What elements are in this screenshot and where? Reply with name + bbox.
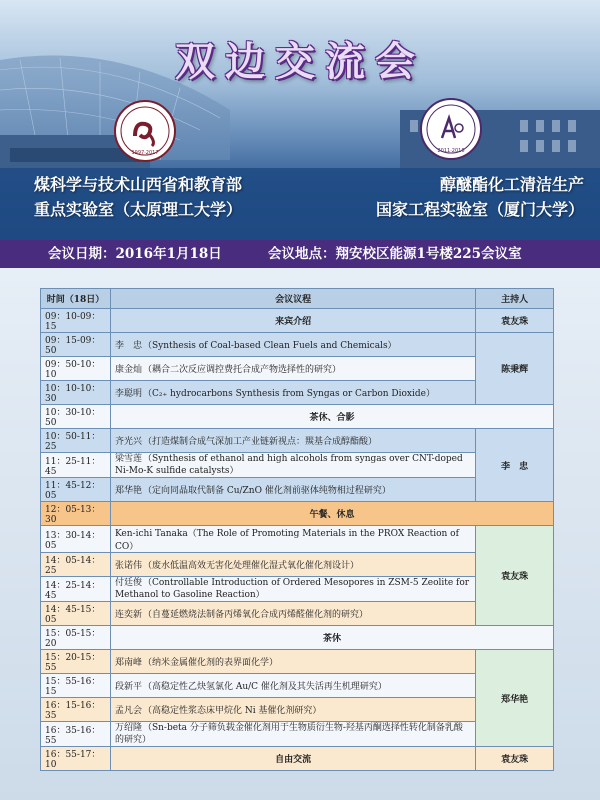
row-speaker: 付廷俊	[114, 578, 142, 588]
xiamen-lab-line2: 国家工程实验室（厦门大学）	[375, 200, 584, 219]
row-speaker: 郑华艳	[114, 486, 142, 496]
row-topic-cell	[110, 526, 475, 553]
row-time: 14：05-14：25	[41, 553, 111, 577]
row-speaker: Ken-ichi Tanaka	[114, 529, 188, 539]
row-host: 袁友珠	[476, 747, 554, 771]
row-topic: 茶休	[110, 626, 553, 650]
row-time: 15：20-15：55	[41, 650, 111, 674]
row-topic-cell	[110, 333, 475, 357]
row-speaker: 李聪明	[114, 389, 142, 399]
row-time: 14：45-15：05	[41, 602, 111, 626]
row-host: 陈秉辉	[476, 333, 554, 405]
taiyuan-lab-line2: 重点实验室（太原理工大学）	[34, 200, 243, 219]
row-time: 16：55-17：10	[41, 747, 111, 771]
table-row	[41, 626, 554, 650]
row-speaker: 齐光兴	[114, 437, 142, 447]
row-topic: （定向同晶取代制备 Cu/ZnO 催化剂前驱体纯物相过程研究）	[142, 486, 391, 496]
row-time: 16：35-16：55	[41, 722, 111, 747]
row-topic-cell	[110, 357, 475, 381]
row-topic: 茶休、合影	[110, 405, 553, 429]
table-header-row	[41, 289, 554, 309]
xiamen-lab-line1: 醇醚酯化工清洁生产	[439, 175, 584, 194]
row-topic: （Synthesis of Coal-based Clean Fuels and Chemicals）	[142, 341, 397, 351]
logo-left-years: 1997·2017	[131, 150, 159, 156]
row-time: 11：25-11：45	[41, 453, 111, 478]
row-topic: 午餐、休息	[110, 502, 553, 526]
xiamen-lab-name	[372, 172, 584, 222]
row-topic: （高稳定性浆态床甲烷化 Ni 基催化剂研究）	[142, 706, 322, 716]
row-speaker: 连奕新	[114, 610, 142, 620]
row-topic: （Sn-beta 分子筛负载金催化剂用于生物质衍生物-羟基丙酮选择性转化制备乳酸的研究）	[114, 723, 463, 745]
row-topic: 来宾介绍	[110, 309, 475, 333]
row-time: 14：25-14：45	[41, 577, 111, 602]
row-topic: （耦合二次反应调控费托合成产物选择性的研究）	[142, 365, 341, 375]
row-topic-cell	[110, 722, 475, 747]
table-row	[41, 405, 554, 429]
row-topic-cell	[110, 478, 475, 502]
row-time: 09：10-09：15	[41, 309, 111, 333]
meeting-location: 会议地点：翔安校区能源1号楼225会议室	[268, 246, 522, 262]
table-row	[41, 650, 554, 674]
taiyuan-lab-name	[34, 172, 242, 222]
row-time: 12：05-13：30	[41, 502, 111, 526]
table-row	[41, 747, 554, 771]
table-row	[41, 526, 554, 553]
row-speaker: 孟凡会	[114, 706, 142, 716]
row-host: 郑华艳	[476, 650, 554, 747]
schedule-table	[40, 288, 554, 771]
row-speaker: 段新平	[114, 682, 142, 692]
row-speaker: 康金灿	[114, 365, 142, 375]
row-host: 袁友珠	[476, 526, 554, 626]
row-topic: （Controllable Introduction of Ordered Mesopores in ZSM-5 Zeolite for Methanol to Gasoline Reaction）	[114, 578, 470, 600]
header-host: 主持人	[476, 289, 554, 309]
row-topic-cell	[110, 453, 475, 478]
row-time: 09：50-10：10	[41, 357, 111, 381]
row-topic: （C₂₊ hydrocarbons Synthesis from Syngas or Carbon Dioxide）	[142, 389, 435, 399]
xiamen-lab-logo	[420, 98, 482, 160]
header-time: 时间（18日）	[41, 289, 111, 309]
row-topic: （废水低温高效无害化处理催化湿式氧化催化剂设计）	[142, 561, 359, 571]
table-row	[41, 502, 554, 526]
row-topic-cell	[110, 602, 475, 626]
row-topic-cell	[110, 553, 475, 577]
row-time: 11：45-12：05	[41, 478, 111, 502]
table-row	[41, 309, 554, 333]
row-time: 10：10-10：30	[41, 381, 111, 405]
row-time: 10：30-10：50	[41, 405, 111, 429]
row-topic: （Synthesis of ethanol and high alcohols from syngas over CNT-doped Ni-Mo-K sulfide catalysts）	[114, 454, 463, 476]
row-topic: （纳米金属催化剂的表界面化学）	[142, 658, 278, 668]
row-topic-cell	[110, 381, 475, 405]
row-topic: （高稳定性乙炔氢氯化 Au/C 催化剂及其失活再生机理研究）	[142, 682, 387, 692]
row-topic-cell	[110, 674, 475, 698]
row-time: 15：05-15：20	[41, 626, 111, 650]
taiyuan-lab-logo	[114, 100, 176, 162]
row-topic-cell	[110, 650, 475, 674]
row-speaker: 万绍隆	[114, 723, 142, 733]
row-host: 袁友珠	[476, 309, 554, 333]
header-agenda: 会议议程	[110, 289, 475, 309]
row-topic: （The Role of Promoting Materials in the PROX Reaction of CO）	[114, 529, 459, 552]
taiyuan-lab-line1: 煤科学与技术山西省和教育部	[34, 175, 243, 194]
row-topic-cell	[110, 698, 475, 722]
table-row	[41, 429, 554, 453]
header-banner	[0, 0, 600, 240]
row-speaker: 张诺伟	[114, 561, 142, 571]
row-host: 李 忠	[476, 429, 554, 502]
row-topic-cell	[110, 577, 475, 602]
row-time: 16：15-16：35	[41, 698, 111, 722]
meeting-info-bar	[0, 240, 600, 268]
row-topic-cell	[110, 429, 475, 453]
meeting-date: 会议日期：2016年1月18日	[48, 246, 222, 262]
row-speaker: 梁雪莲	[114, 454, 142, 464]
row-topic: （自蔓延燃烧法制备丙烯氧化合成丙烯醛催化剂的研究）	[142, 610, 368, 620]
row-time: 09：15-09：50	[41, 333, 111, 357]
row-topic: （打造煤制合成气深加工产业链新视点：羰基合成醇酯酸）	[142, 437, 377, 447]
table-row	[41, 333, 554, 357]
page-title: 双边交流会	[175, 39, 425, 85]
row-speaker: 李 忠	[114, 341, 142, 351]
row-time: 15：55-16：15	[41, 674, 111, 698]
row-topic: 自由交流	[110, 747, 475, 771]
row-speaker: 郑南峰	[114, 658, 142, 668]
row-time: 13：30-14：05	[41, 526, 111, 553]
logo-right-years: 2011·2016	[437, 148, 465, 154]
row-time: 10：50-11：25	[41, 429, 111, 453]
